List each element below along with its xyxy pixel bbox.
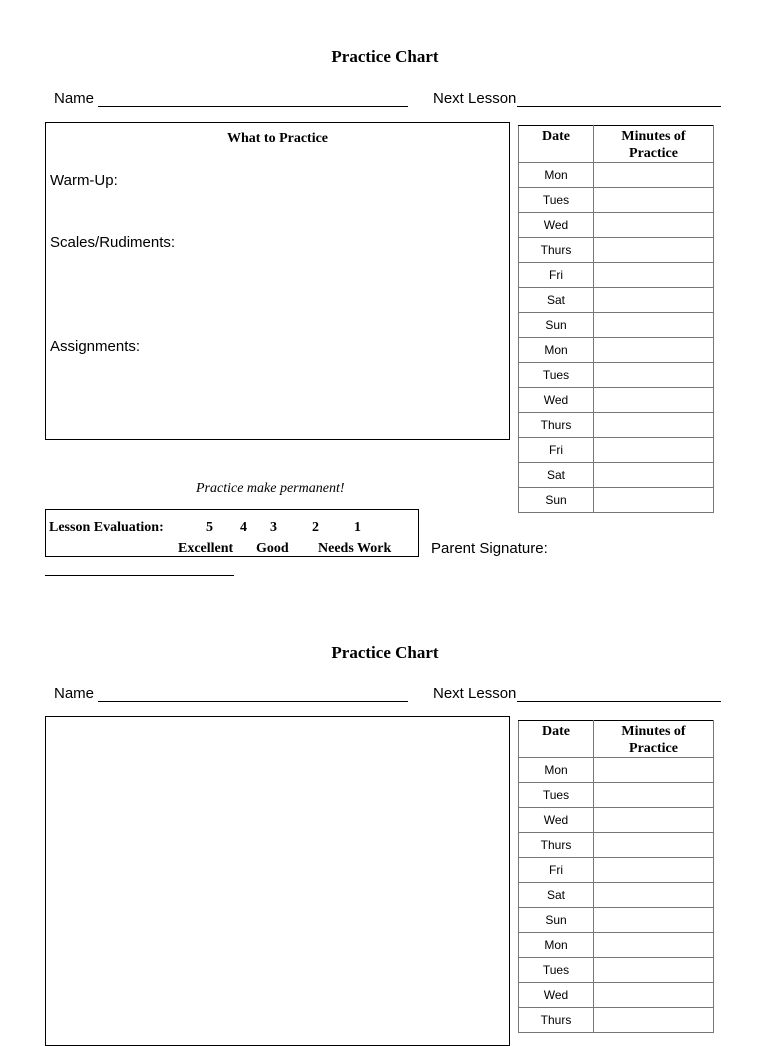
day-cell: Fri [519, 263, 594, 288]
rating-needs-work: Needs Work [318, 541, 392, 556]
table-row [519, 263, 714, 288]
score-1[interactable]: 1 [354, 520, 361, 535]
minutes-header: Minutes of Practice [594, 721, 714, 758]
practice-log-table [518, 125, 714, 513]
day-cell: Mon [519, 338, 594, 363]
table-row [519, 413, 714, 438]
day-cell: Fri [519, 858, 594, 883]
what-to-practice-box [45, 122, 510, 440]
table-row [519, 338, 714, 363]
day-cell: Wed [519, 213, 594, 238]
minutes-cell[interactable] [594, 808, 714, 833]
minutes-cell[interactable] [594, 858, 714, 883]
minutes-cell[interactable] [594, 488, 714, 513]
table-row [519, 808, 714, 833]
minutes-cell[interactable] [594, 163, 714, 188]
next-lesson-label: Next Lesson [433, 685, 517, 702]
day-cell: Sun [519, 313, 594, 338]
minutes-cell[interactable] [594, 463, 714, 488]
day-cell: Wed [519, 388, 594, 413]
next-lesson-label: Next Lesson [433, 90, 517, 107]
day-cell: Thurs [519, 833, 594, 858]
minutes-cell[interactable] [594, 908, 714, 933]
warm-up-label: Warm-Up: [50, 172, 118, 189]
table-row [519, 858, 714, 883]
name-field[interactable] [98, 701, 408, 702]
day-cell: Sun [519, 488, 594, 513]
minutes-cell[interactable] [594, 983, 714, 1008]
table-row [519, 908, 714, 933]
day-cell: Tues [519, 363, 594, 388]
scales-rudiments-label: Scales/Rudiments: [50, 234, 176, 251]
score-2[interactable]: 2 [312, 520, 319, 535]
table-row [519, 933, 714, 958]
minutes-cell[interactable] [594, 1008, 714, 1033]
minutes-cell[interactable] [594, 413, 714, 438]
table-row [519, 783, 714, 808]
lesson-evaluation-box [45, 509, 419, 557]
table-row [519, 833, 714, 858]
table-row [519, 983, 714, 1008]
day-cell: Tues [519, 188, 594, 213]
day-cell: Tues [519, 958, 594, 983]
day-cell: Sat [519, 463, 594, 488]
minutes-cell[interactable] [594, 833, 714, 858]
day-cell: Mon [519, 758, 594, 783]
minutes-cell[interactable] [594, 438, 714, 463]
parent-signature-label: Parent Signature: [431, 540, 548, 557]
name-label: Name [54, 90, 95, 107]
table-row [519, 958, 714, 983]
minutes-cell[interactable] [594, 958, 714, 983]
day-cell: Thurs [519, 238, 594, 263]
minutes-cell[interactable] [594, 338, 714, 363]
day-cell: Wed [519, 808, 594, 833]
minutes-cell[interactable] [594, 363, 714, 388]
minutes-cell[interactable] [594, 213, 714, 238]
table-row [519, 388, 714, 413]
table-row [519, 1008, 714, 1033]
motto: Practice make permanent! [196, 481, 345, 496]
minutes-cell[interactable] [594, 313, 714, 338]
rating-excellent: Excellent [178, 541, 234, 556]
rating-good: Good [256, 541, 289, 556]
lesson-evaluation-label: Lesson Evaluation: [49, 520, 164, 535]
day-cell: Mon [519, 933, 594, 958]
minutes-cell[interactable] [594, 388, 714, 413]
day-cell: Mon [519, 163, 594, 188]
day-cell: Thurs [519, 413, 594, 438]
score-3[interactable]: 3 [270, 520, 277, 535]
day-cell: Tues [519, 783, 594, 808]
minutes-cell[interactable] [594, 238, 714, 263]
day-cell: Sat [519, 288, 594, 313]
score-4[interactable]: 4 [240, 520, 247, 535]
day-cell: Thurs [519, 1008, 594, 1033]
table-row [519, 758, 714, 783]
minutes-cell[interactable] [594, 288, 714, 313]
chart-title: Practice Chart [331, 643, 439, 662]
score-5[interactable]: 5 [206, 520, 213, 535]
minutes-cell[interactable] [594, 758, 714, 783]
next-lesson-field[interactable] [517, 701, 721, 702]
table-row [519, 463, 714, 488]
date-header: Date [519, 721, 594, 758]
table-row [519, 883, 714, 908]
table-row [519, 188, 714, 213]
minutes-cell[interactable] [594, 263, 714, 288]
table-row [519, 213, 714, 238]
minutes-cell[interactable] [594, 883, 714, 908]
chart-title: Practice Chart [331, 47, 439, 66]
assignments-label: Assignments: [50, 338, 141, 355]
what-to-practice-box [45, 716, 510, 1046]
what-to-practice-heading: What to Practice [226, 131, 329, 146]
minutes-cell[interactable] [594, 933, 714, 958]
table-row [519, 163, 714, 188]
day-cell: Sun [519, 908, 594, 933]
next-lesson-field[interactable] [517, 106, 721, 107]
name-field[interactable] [98, 106, 408, 107]
table-row [519, 363, 714, 388]
table-row [519, 288, 714, 313]
table-row [519, 488, 714, 513]
table-row [519, 313, 714, 338]
minutes-header: Minutes of Practice [594, 126, 714, 163]
minutes-cell[interactable] [594, 188, 714, 213]
table-row [519, 438, 714, 463]
practice-log-table [518, 720, 714, 1033]
date-header: Date [519, 126, 594, 163]
parent-signature-field[interactable] [45, 575, 234, 576]
day-cell: Sat [519, 883, 594, 908]
day-cell: Wed [519, 983, 594, 1008]
name-label: Name [54, 685, 95, 702]
day-cell: Fri [519, 438, 594, 463]
minutes-cell[interactable] [594, 783, 714, 808]
table-row [519, 238, 714, 263]
